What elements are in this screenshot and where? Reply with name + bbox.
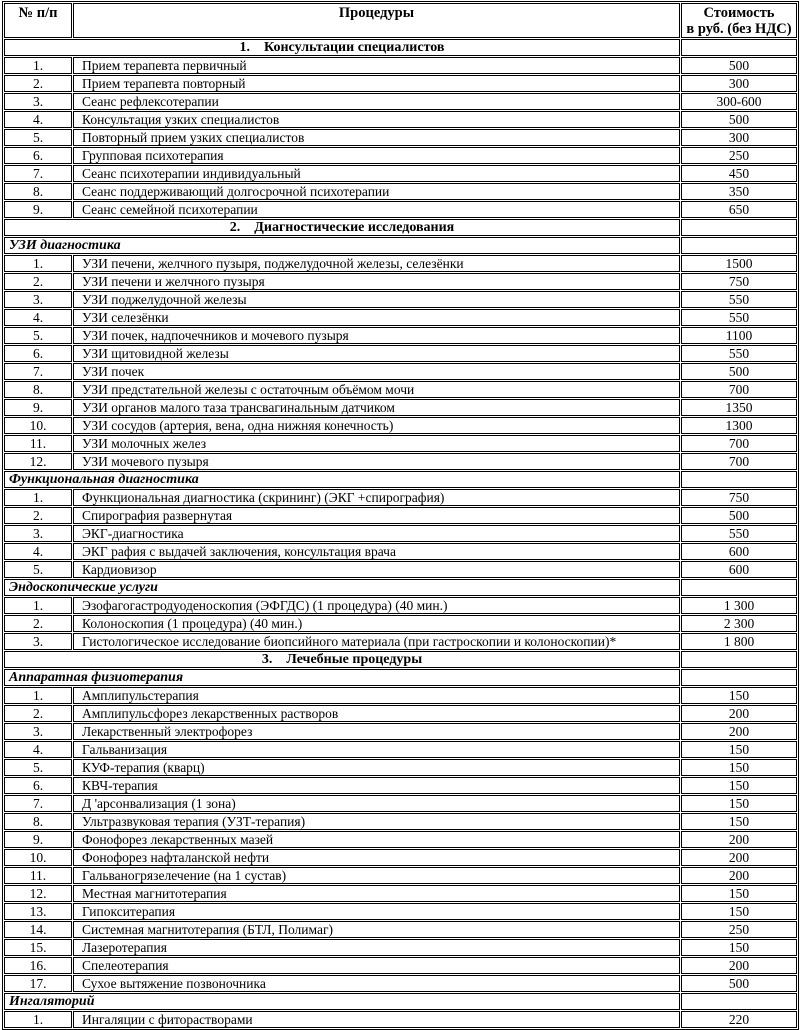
price-value: 500 bbox=[681, 57, 797, 74]
price-cell-empty bbox=[681, 219, 797, 236]
procedure-name: Сеанс психотерапии индивидуальный bbox=[73, 165, 680, 182]
price-value: 650 bbox=[681, 201, 797, 218]
row-number: 1. bbox=[4, 1011, 72, 1028]
table-row bbox=[4, 453, 797, 470]
procedure-name: Лазеротерапия bbox=[73, 939, 680, 956]
procedure-name: Лекарственный электрофорез bbox=[73, 723, 680, 740]
row-number: 2. bbox=[4, 507, 72, 524]
table-row bbox=[4, 255, 797, 272]
price-cell-empty bbox=[681, 651, 797, 668]
price-value: 500 bbox=[681, 507, 797, 524]
procedure-name: УЗИ печени, желчного пузыря, поджелудочной железы, селезёнки bbox=[73, 255, 680, 272]
procedure-name: Прием терапевта повторный bbox=[73, 75, 680, 92]
row-number: 5. bbox=[4, 759, 72, 776]
table-row bbox=[4, 921, 797, 938]
table-row bbox=[4, 183, 797, 200]
table-row bbox=[4, 345, 797, 362]
row-number: 1. bbox=[4, 255, 72, 272]
procedure-name: Консультация узких специалистов bbox=[73, 111, 680, 128]
row-number: 6. bbox=[4, 147, 72, 164]
subsection-header-row bbox=[4, 579, 797, 596]
price-value: 150 bbox=[681, 885, 797, 902]
table-row bbox=[4, 93, 797, 110]
procedure-name: КУФ-терапия (кварц) bbox=[73, 759, 680, 776]
procedure-name: Д 'арсонвализация (1 зона) bbox=[73, 795, 680, 812]
price-value: 150 bbox=[681, 903, 797, 920]
section-header-row bbox=[4, 39, 797, 56]
table-row bbox=[4, 417, 797, 434]
procedure-name: Спирография развернутая bbox=[73, 507, 680, 524]
price-value: 1 300 bbox=[681, 597, 797, 614]
procedure-name: УЗИ селезёнки bbox=[73, 309, 680, 326]
procedure-name: Фонофорез лекарственных мазей bbox=[73, 831, 680, 848]
row-number: 10. bbox=[4, 417, 72, 434]
table-row bbox=[4, 561, 797, 578]
procedure-name: Сухое вытяжение позвоночника bbox=[73, 975, 680, 992]
row-number: 2. bbox=[4, 75, 72, 92]
procedure-name: Амплипульсфорез лекарственных растворов bbox=[73, 705, 680, 722]
procedure-name: Местная магнитотерапия bbox=[73, 885, 680, 902]
price-cell-empty bbox=[681, 39, 797, 56]
col-header-price-line2: в руб. (без НДС) bbox=[686, 21, 792, 37]
price-value: 550 bbox=[681, 291, 797, 308]
price-value: 700 bbox=[681, 381, 797, 398]
price-value: 300-600 bbox=[681, 93, 797, 110]
procedure-name: УЗИ почек bbox=[73, 363, 680, 380]
price-value: 700 bbox=[681, 453, 797, 470]
price-value: 600 bbox=[681, 561, 797, 578]
price-value: 1300 bbox=[681, 417, 797, 434]
table-row bbox=[4, 489, 797, 506]
row-number: 7. bbox=[4, 363, 72, 380]
table-row bbox=[4, 507, 797, 524]
price-value: 550 bbox=[681, 309, 797, 326]
table-row bbox=[4, 903, 797, 920]
row-number: 17. bbox=[4, 975, 72, 992]
row-number: 4. bbox=[4, 111, 72, 128]
table-row bbox=[4, 327, 797, 344]
section-title-text: Диагностические исследования bbox=[254, 220, 455, 235]
price-cell-empty bbox=[681, 471, 797, 488]
procedure-name: ЭКГ рафия с выдачей заключения, консультация врача bbox=[73, 543, 680, 560]
row-number: 6. bbox=[4, 777, 72, 794]
table-row bbox=[4, 633, 797, 650]
subsection-title: УЗИ диагностика bbox=[4, 237, 680, 254]
subsection-title: Функциональная диагностика bbox=[4, 471, 680, 488]
price-value: 200 bbox=[681, 849, 797, 866]
row-number: 2. bbox=[4, 615, 72, 632]
table-row bbox=[4, 867, 797, 884]
price-value: 150 bbox=[681, 759, 797, 776]
price-value: 150 bbox=[681, 741, 797, 758]
procedure-name: УЗИ органов малого таза трансвагинальным датчиком bbox=[73, 399, 680, 416]
procedure-name: Прием терапевта первичный bbox=[73, 57, 680, 74]
price-value: 150 bbox=[681, 795, 797, 812]
subsection-header-row bbox=[4, 669, 797, 686]
table-row bbox=[4, 525, 797, 542]
procedure-name: УЗИ почек, надпочечников и мочевого пузыря bbox=[73, 327, 680, 344]
row-number: 6. bbox=[4, 345, 72, 362]
price-value: 1100 bbox=[681, 327, 797, 344]
table-row bbox=[4, 831, 797, 848]
row-number: 4. bbox=[4, 741, 72, 758]
row-number: 3. bbox=[4, 93, 72, 110]
price-value: 350 bbox=[681, 183, 797, 200]
price-value: 700 bbox=[681, 435, 797, 452]
table-row bbox=[4, 543, 797, 560]
row-number: 16. bbox=[4, 957, 72, 974]
table-row bbox=[4, 705, 797, 722]
row-number: 4. bbox=[4, 543, 72, 560]
table-row bbox=[4, 75, 797, 92]
table-row bbox=[4, 381, 797, 398]
row-number: 1. bbox=[4, 57, 72, 74]
table-row bbox=[4, 273, 797, 290]
procedure-name: Колоноскопия (1 процедура) (40 мин.) bbox=[73, 615, 680, 632]
price-value: 450 bbox=[681, 165, 797, 182]
procedure-name: Системная магнитотерапия (БТЛ, Полимаг) bbox=[73, 921, 680, 938]
row-number: 14. bbox=[4, 921, 72, 938]
row-number: 3. bbox=[4, 525, 72, 542]
procedure-name: Повторный прием узких специалистов bbox=[73, 129, 680, 146]
table-row bbox=[4, 435, 797, 452]
table-row bbox=[4, 615, 797, 632]
table-row bbox=[4, 795, 797, 812]
row-number: 10. bbox=[4, 849, 72, 866]
procedure-name: Ингаляции с фиторастворами bbox=[73, 1011, 680, 1028]
price-value: 150 bbox=[681, 777, 797, 794]
section-header-row bbox=[4, 651, 797, 668]
table-row bbox=[4, 129, 797, 146]
row-number: 7. bbox=[4, 165, 72, 182]
procedure-name: Спелеотерапия bbox=[73, 957, 680, 974]
price-value: 550 bbox=[681, 525, 797, 542]
procedure-name: УЗИ печени и желчного пузыря bbox=[73, 273, 680, 290]
price-value: 200 bbox=[681, 867, 797, 884]
table-row bbox=[4, 309, 797, 326]
table-row bbox=[4, 111, 797, 128]
price-value: 200 bbox=[681, 723, 797, 740]
section-title bbox=[4, 651, 680, 668]
procedure-name: УЗИ предстательной железы с остаточным объёмом мочи bbox=[73, 381, 680, 398]
table-row bbox=[4, 759, 797, 776]
section-title bbox=[4, 39, 680, 56]
table-row bbox=[4, 885, 797, 902]
row-number: 1. bbox=[4, 687, 72, 704]
table-body bbox=[4, 39, 797, 1028]
price-value: 150 bbox=[681, 687, 797, 704]
row-number: 9. bbox=[4, 399, 72, 416]
procedure-name: Фонофорез нафталанской нефти bbox=[73, 849, 680, 866]
procedure-name: КВЧ-терапия bbox=[73, 777, 680, 794]
row-number: 1. bbox=[4, 489, 72, 506]
procedure-name: УЗИ молочных желез bbox=[73, 435, 680, 452]
row-number: 4. bbox=[4, 309, 72, 326]
price-value: 1 800 bbox=[681, 633, 797, 650]
row-number: 5. bbox=[4, 327, 72, 344]
procedure-name: Сеанс семейной психотерапии bbox=[73, 201, 680, 218]
table-row bbox=[4, 723, 797, 740]
procedure-name: Сеанс поддерживающий долгосрочной психотерапии bbox=[73, 183, 680, 200]
procedure-name: УЗИ мочевого пузыря bbox=[73, 453, 680, 470]
procedure-name: Гипокситерапия bbox=[73, 903, 680, 920]
table-row bbox=[4, 777, 797, 794]
price-cell-empty bbox=[681, 579, 797, 596]
row-number: 11. bbox=[4, 435, 72, 452]
row-number: 8. bbox=[4, 183, 72, 200]
price-table bbox=[2, 1, 799, 1030]
price-value: 500 bbox=[681, 975, 797, 992]
price-value: 200 bbox=[681, 831, 797, 848]
col-header-num: № п/п bbox=[4, 3, 72, 38]
subsection-title: Ингаляторий bbox=[4, 993, 680, 1010]
table-row bbox=[4, 813, 797, 830]
price-value: 600 bbox=[681, 543, 797, 560]
table-header-row bbox=[4, 3, 797, 38]
row-number: 5. bbox=[4, 129, 72, 146]
table-row bbox=[4, 939, 797, 956]
table-row bbox=[4, 201, 797, 218]
price-value: 200 bbox=[681, 957, 797, 974]
procedure-name: Кардиовизор bbox=[73, 561, 680, 578]
row-number: 9. bbox=[4, 831, 72, 848]
table-row bbox=[4, 57, 797, 74]
price-value: 2 300 bbox=[681, 615, 797, 632]
table-row bbox=[4, 165, 797, 182]
price-value: 500 bbox=[681, 363, 797, 380]
price-value: 150 bbox=[681, 939, 797, 956]
price-value: 300 bbox=[681, 75, 797, 92]
row-number: 13. bbox=[4, 903, 72, 920]
row-number: 7. bbox=[4, 795, 72, 812]
section-number: 3. bbox=[261, 652, 273, 667]
row-number: 8. bbox=[4, 813, 72, 830]
row-number: 2. bbox=[4, 705, 72, 722]
table-row bbox=[4, 975, 797, 992]
procedure-name: Функциональная диагностика (скрининг) (ЭКГ +спирография) bbox=[73, 489, 680, 506]
row-number: 3. bbox=[4, 723, 72, 740]
procedure-name: Гальванизация bbox=[73, 741, 680, 758]
table-row bbox=[4, 1011, 797, 1028]
row-number: 11. bbox=[4, 867, 72, 884]
row-number: 8. bbox=[4, 381, 72, 398]
table-row bbox=[4, 147, 797, 164]
section-title bbox=[4, 219, 680, 236]
section-number: 1. bbox=[239, 40, 251, 55]
section-title-text: Консультации специалистов bbox=[264, 40, 445, 55]
table-row bbox=[4, 291, 797, 308]
table-row bbox=[4, 849, 797, 866]
row-number: 3. bbox=[4, 291, 72, 308]
price-value: 750 bbox=[681, 489, 797, 506]
procedure-name: УЗИ поджелудочной железы bbox=[73, 291, 680, 308]
subsection-header-row bbox=[4, 993, 797, 1010]
section-number: 2. bbox=[229, 220, 241, 235]
row-number: 1. bbox=[4, 597, 72, 614]
table-row bbox=[4, 363, 797, 380]
table-row bbox=[4, 741, 797, 758]
procedure-name: УЗИ сосудов (артерия, вена, одна нижняя конечность) bbox=[73, 417, 680, 434]
price-value: 500 bbox=[681, 111, 797, 128]
subsection-header-row bbox=[4, 237, 797, 254]
price-value: 220 bbox=[681, 1011, 797, 1028]
procedure-name: ЭКГ-диагностика bbox=[73, 525, 680, 542]
price-value: 250 bbox=[681, 147, 797, 164]
procedure-name: Эзофагогастродуоденоскопия (ЭФГДС) (1 процедура) (40 мин.) bbox=[73, 597, 680, 614]
row-number: 9. bbox=[4, 201, 72, 218]
price-value: 300 bbox=[681, 129, 797, 146]
price-value: 750 bbox=[681, 273, 797, 290]
col-header-procedures: Процедуры bbox=[73, 3, 680, 38]
price-cell-empty bbox=[681, 237, 797, 254]
subsection-title: Аппаратная физиотерапия bbox=[4, 669, 680, 686]
col-header-price bbox=[681, 3, 797, 38]
price-value: 1350 bbox=[681, 399, 797, 416]
section-title-text: Лечебные процедуры bbox=[286, 652, 423, 667]
row-number: 12. bbox=[4, 453, 72, 470]
price-value: 1500 bbox=[681, 255, 797, 272]
price-value: 200 bbox=[681, 705, 797, 722]
row-number: 15. bbox=[4, 939, 72, 956]
price-value: 250 bbox=[681, 921, 797, 938]
col-header-price-line1: Стоимость bbox=[703, 5, 775, 21]
price-cell-empty bbox=[681, 669, 797, 686]
row-number: 3. bbox=[4, 633, 72, 650]
price-value: 550 bbox=[681, 345, 797, 362]
procedure-name: Амплипульстерапия bbox=[73, 687, 680, 704]
procedure-name: УЗИ щитовидной железы bbox=[73, 345, 680, 362]
procedure-name: Сеанс рефлексотерапии bbox=[73, 93, 680, 110]
table-row bbox=[4, 957, 797, 974]
table-row bbox=[4, 597, 797, 614]
row-number: 12. bbox=[4, 885, 72, 902]
subsection-title: Эндоскопические услуги bbox=[4, 579, 680, 596]
procedure-name: Гальваногрязелечение (на 1 сустав) bbox=[73, 867, 680, 884]
row-number: 5. bbox=[4, 561, 72, 578]
price-value: 150 bbox=[681, 813, 797, 830]
procedure-name: Групповая психотерапия bbox=[73, 147, 680, 164]
row-number: 2. bbox=[4, 273, 72, 290]
price-cell-empty bbox=[681, 993, 797, 1010]
procedure-name: Гистологическое исследование биопсийного материала (при гастроскопии и колоноскопии)* bbox=[73, 633, 680, 650]
table-row bbox=[4, 687, 797, 704]
table-row bbox=[4, 399, 797, 416]
subsection-header-row bbox=[4, 471, 797, 488]
procedure-name: Ультразвуковая терапия (УЗТ-терапия) bbox=[73, 813, 680, 830]
section-header-row bbox=[4, 219, 797, 236]
